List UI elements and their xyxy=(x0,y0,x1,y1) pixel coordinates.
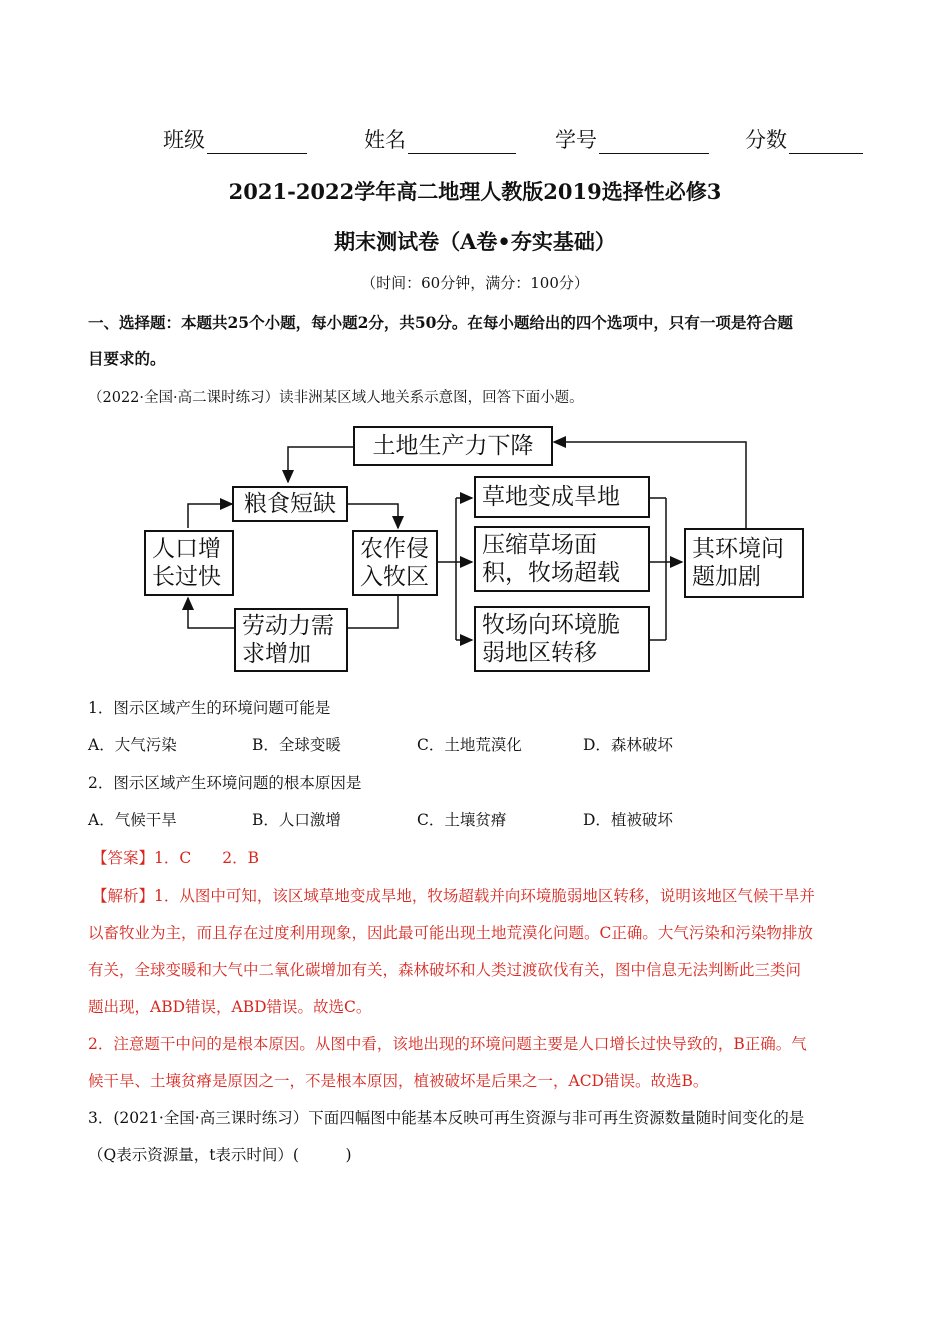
score-field xyxy=(745,124,863,154)
answer-tag: 【答案】 xyxy=(92,849,155,867)
name-field xyxy=(364,124,516,154)
answer-text: 1．C 2．B xyxy=(154,849,259,867)
q2-option-d[interactable]: D．植被破坏 xyxy=(583,811,673,829)
analysis-line6: 候干旱、土壤贫瘠是原因之一，不是根本原因，植被破坏是后果之一，ACD错误。故选B。 xyxy=(88,1072,709,1090)
id-label: 学号 xyxy=(555,128,597,152)
id-blank[interactable] xyxy=(599,131,709,154)
class-blank[interactable] xyxy=(207,131,307,154)
box-land-productivity: 土地生产力下降 xyxy=(353,426,553,466)
q2-option-c[interactable]: C．土壤贫瘠 xyxy=(417,811,507,829)
q1-option-c[interactable]: C．土地荒漠化 xyxy=(417,736,522,754)
q2-option-b[interactable]: B．人口激增 xyxy=(252,811,341,829)
exam-info: （时间：60分钟，满分：100分） xyxy=(361,274,589,292)
analysis-line1 xyxy=(92,884,815,906)
box-env-worsen: 其环境问题加剧 xyxy=(684,528,804,598)
analysis-text1: 1．从图中可知，该区域草地变成旱地，牧场超载并向环境脆弱地区转移，说明该地区气候干旱并 xyxy=(154,887,815,905)
class-label: 班级 xyxy=(163,128,205,152)
q1-stem: 1．图示区域产生的环境问题可能是 xyxy=(88,699,331,717)
analysis-line5: 2．注意题干中问的是根本原因。从图中看，该地出现的环境问题主要是人口增长过快导致的，B正确。气 xyxy=(88,1035,807,1053)
analysis-tag: 【解析】 xyxy=(92,887,155,905)
section-heading-line2: 目要求的。 xyxy=(88,349,166,368)
id-field xyxy=(555,124,709,154)
answer-line xyxy=(92,846,259,868)
box-compress-pasture: 压缩草场面积，牧场超载 xyxy=(474,526,650,592)
score-blank[interactable] xyxy=(789,131,863,154)
human-land-diagram xyxy=(140,420,810,680)
question-intro: （2022·全国·高二课时练习）读非洲某区域人地关系示意图，回答下面小题。 xyxy=(88,390,584,406)
box-pasture-transfer: 牧场向环境脆弱地区转移 xyxy=(474,606,650,672)
q3-stem-line1: 3．(2021·全国·高三课时练习）下面四幅图中能基本反映可再生资源与非可再生资源数量随时间变化的是 xyxy=(88,1109,805,1127)
analysis-line3: 有关，全球变暖和大气中二氧化碳增加有关，森林破坏和人类过渡砍伐有关，图中信息无法判断此三类问 xyxy=(88,961,802,979)
q1-option-b[interactable]: B．全球变暖 xyxy=(252,736,341,754)
class-field xyxy=(163,124,307,154)
box-crop-invasion: 农作侵入牧区 xyxy=(352,530,438,596)
analysis-line4: 题出现，ABD错误，ABD错误。故选C。 xyxy=(88,998,372,1016)
q2-stem: 2．图示区域产生环境问题的根本原因是 xyxy=(88,774,362,792)
paper-title: 2021-2022学年高二地理人教版2019选择性必修3 xyxy=(228,179,722,204)
name-label: 姓名 xyxy=(364,128,406,152)
name-blank[interactable] xyxy=(408,131,516,154)
score-label: 分数 xyxy=(745,128,787,152)
box-population-growth: 人口增长过快 xyxy=(144,530,234,596)
section-heading-line1: 一、选择题：本题共25个小题，每小题2分，共50分。在每小题给出的四个选项中，只有一项是符合题 xyxy=(88,313,793,332)
box-labor-demand: 劳动力需求增加 xyxy=(234,608,348,672)
q1-option-d[interactable]: D．森林破坏 xyxy=(583,736,673,754)
q3-stem-line2: （Q表示资源量，t表示时间）( ) xyxy=(88,1146,352,1164)
paper-subtitle-title: 期末测试卷（A卷•夯实基础） xyxy=(334,229,616,254)
q1-option-a[interactable]: A．大气污染 xyxy=(88,736,177,754)
analysis-line2: 以畜牧业为主，而且存在过度利用现象，因此最可能出现土地荒漠化问题。C正确。大气污染和污染物排放 xyxy=(88,924,813,942)
q2-option-a[interactable]: A．气候干旱 xyxy=(88,811,177,829)
box-food-shortage: 粮食短缺 xyxy=(232,486,348,522)
box-grassland-to-dry: 草地变成旱地 xyxy=(474,476,650,518)
